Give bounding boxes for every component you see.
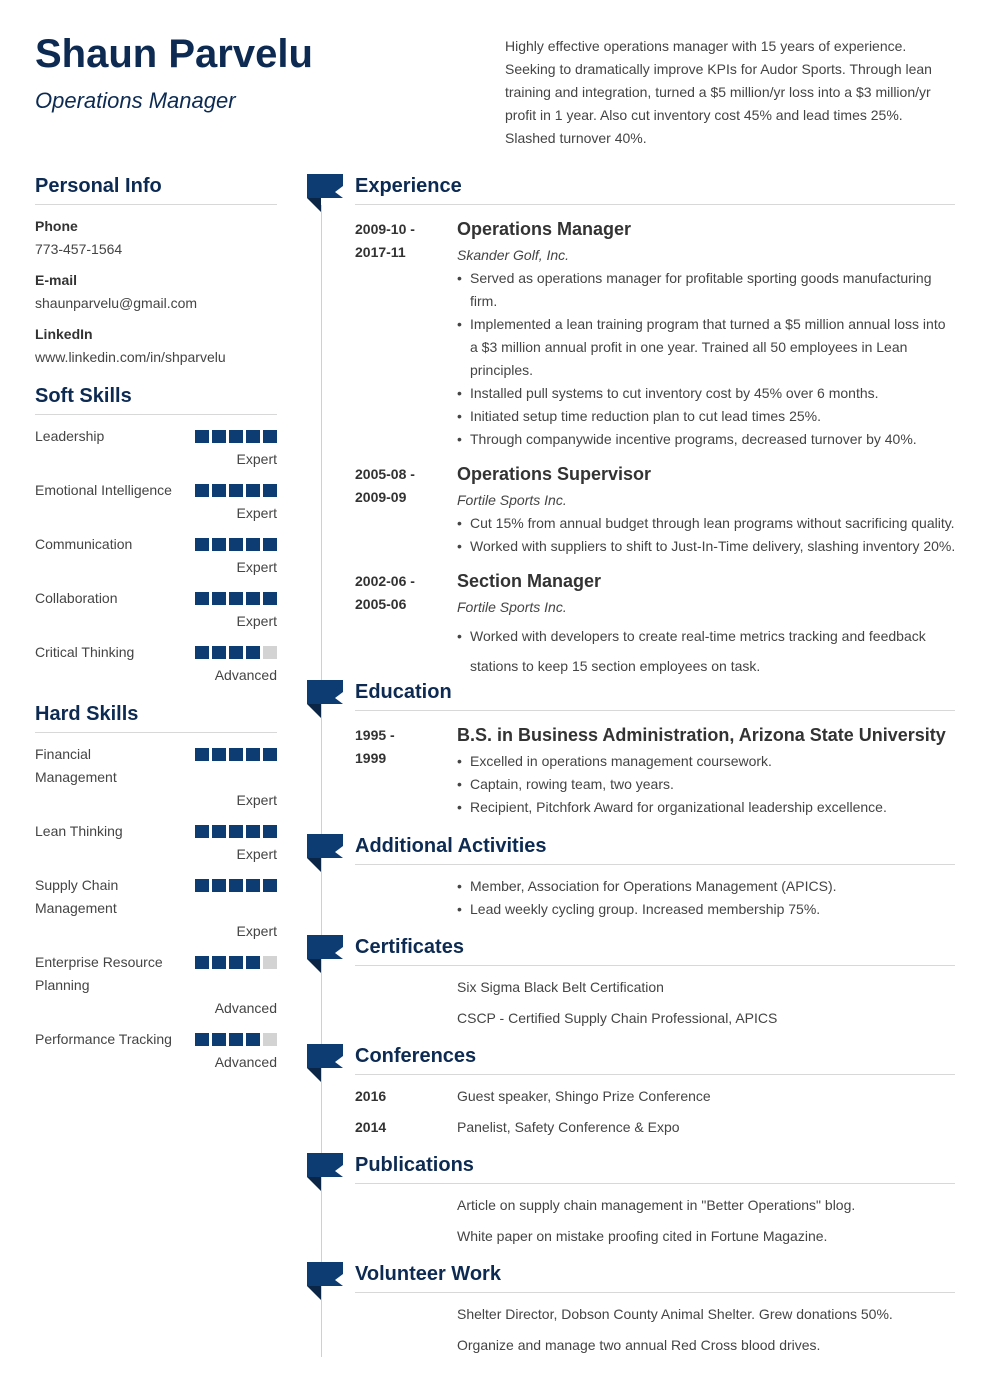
conference-text: Panelist, Safety Conference & Expo [457,1119,680,1135]
skill-name: Performance Tracking [35,1031,172,1047]
rating-square-icon [229,538,243,551]
certificate-item: CSCP - Certified Supply Chain Professional, APICS [457,1010,778,1026]
profile-summary: Highly effective operations manager with 15 years of experience. Seeking to dramatically improve KPIs for Audor Sports. Through lean training and integration, turned a $5 million/yr loss into a $3 million/yr profit in 1 year. Also cut inventory cost 45% and lead times 25%. Slashed turnover 40%. [505,38,932,146]
activities-heading: Additional Activities [355,835,547,857]
company-name: Fortile Sports Inc. [457,492,567,508]
date-end: 2017-11 [355,244,406,260]
rating-square-icon [246,538,260,551]
skill-rating [195,1033,277,1046]
skill-name: Financial Management [35,746,117,785]
rating-square-icon [195,748,209,761]
skill-name: Supply Chain Management [35,877,119,916]
bullet-item: • Installed pull systems to cut inventory cost by 45% over 6 months. [457,382,957,405]
certificates-body [457,976,957,1030]
bullet-item: • Excelled in operations management coursework. [457,750,957,773]
company-name: Fortile Sports Inc. [457,599,567,615]
certificates-heading: Certificates [355,936,464,958]
divider [355,204,955,205]
date-end: 1999 [355,750,387,766]
company-name: Skander Golf, Inc. [457,247,570,263]
rating-square-icon [246,879,260,892]
rating-square-icon [212,825,226,838]
bullet-item: • Member, Association for Operations Management (APICS). [457,875,957,898]
phone-label: Phone [35,218,78,234]
publication-item: Article on supply chain management in "Better Operations" blog. [457,1197,856,1213]
skill-item [35,874,277,943]
volunteer-heading: Volunteer Work [355,1263,501,1285]
bullet-item: • Worked with suppliers to shift to Just-In-Time delivery, slashing inventory 20%. [457,535,962,558]
rating-square-icon [212,748,226,761]
rating-square-icon [229,956,243,969]
bullet-item: • Cut 15% from annual budget through lean programs without sacrificing quality. [457,512,962,535]
date-start: 2002-06 - [355,573,415,589]
job-bullets [457,512,962,558]
skill-level: Expert [236,792,277,808]
date-start: 2009-10 - [355,221,415,237]
skill-name: Lean Thinking [35,823,123,839]
job-dates [355,218,425,264]
rating-square-icon [229,646,243,659]
bullet-item: • Implemented a lean training program that turned a $5 million annual loss into a $3 million annual profit in one year. Trained all 50 employees in Lean principles. [457,313,957,382]
rating-square-icon [263,748,277,761]
publications-body [457,1194,957,1248]
skill-level: Expert [236,923,277,939]
degree-title: B.S. in Business Administration, Arizona State University [457,725,946,745]
rating-square-icon [263,956,277,969]
rating-square-icon [229,1033,243,1046]
rating-square-icon [195,879,209,892]
skill-name: Enterprise Resource Planning [35,954,163,993]
skill-rating [195,879,277,892]
activities-bullets [457,875,957,921]
bullet-item: • Lead weekly cycling group. Increased membership 75%. [457,898,957,921]
skill-level: Expert [236,613,277,629]
section-flag-icon [307,174,343,212]
date-end: 2005-06 [355,596,407,612]
rating-square-icon [263,538,277,551]
rating-square-icon [195,646,209,659]
job-body [457,463,962,558]
personal-info-heading: Personal Info [35,175,277,205]
hard-skills-heading: Hard Skills [35,703,277,733]
rating-square-icon [212,484,226,497]
rating-square-icon [212,956,226,969]
rating-square-icon [195,592,209,605]
skill-item [35,743,277,812]
skill-level: Expert [236,451,277,467]
conference-year: 2014 [355,1119,387,1135]
section-flag-icon [307,1044,343,1082]
soft-skills-list [35,425,277,687]
rating-square-icon [246,956,260,969]
rating-square-icon [263,1033,277,1046]
job-body [457,218,957,451]
rating-square-icon [246,825,260,838]
volunteer-item: Shelter Director, Dobson County Animal Shelter. Grew donations 50%. [457,1306,893,1322]
bullet-item: • Captain, rowing team, two years. [457,773,957,796]
skill-item [35,1028,277,1074]
bullet-item: • Initiated setup time reduction plan to cut lead times 25%. [457,405,957,428]
volunteer-item: Organize and manage two annual Red Cross blood drives. [457,1337,821,1353]
left-column [35,175,277,1082]
section-flag-icon [307,1153,343,1191]
education-bullets [457,750,957,819]
section-flag-icon [307,680,343,718]
rating-square-icon [246,430,260,443]
candidate-name: Shaun Parvelu [35,32,313,76]
job-bullets [457,621,957,681]
soft-skills-heading: Soft Skills [35,385,277,415]
skill-level: Expert [236,505,277,521]
rating-square-icon [195,956,209,969]
rating-square-icon [212,592,226,605]
skill-level: Advanced [214,1000,277,1016]
skill-name: Emotional Intelligence [35,482,172,498]
skill-rating [195,646,277,659]
skill-rating [195,430,277,443]
conference-text: Guest speaker, Shingo Prize Conference [457,1088,711,1104]
job-bullets [457,267,957,451]
rating-square-icon [229,748,243,761]
bullet-item: • Through companywide incentive programs, decreased turnover by 40%. [457,428,957,451]
rating-square-icon [246,748,260,761]
conference-year: 2016 [355,1088,387,1104]
rating-square-icon [212,538,226,551]
bullet-item: • Recipient, Pitchfork Award for organizational leadership excellence. [457,796,957,819]
rating-square-icon [229,484,243,497]
email-label: E-mail [35,272,78,288]
education-body [457,724,957,819]
rating-square-icon [263,592,277,605]
rating-square-icon [229,825,243,838]
job-title-text: Operations Manager [457,219,632,239]
skill-name: Leadership [35,428,105,444]
bullet-item: • Served as operations manager for profitable sporting goods manufacturing firm. [457,267,957,313]
skill-rating [195,538,277,551]
rating-square-icon [212,1033,226,1046]
certificate-item: Six Sigma Black Belt Certification [457,979,664,995]
rating-square-icon [195,538,209,551]
personal-info-section [35,175,277,369]
skill-rating [195,748,277,761]
skill-level: Advanced [214,1054,277,1070]
skill-item [35,533,277,579]
rating-square-icon [229,879,243,892]
education-dates [355,724,425,770]
job-dates [355,570,425,616]
rating-square-icon [212,646,226,659]
section-flag-icon [307,935,343,973]
rating-square-icon [263,825,277,838]
conferences-heading: Conferences [355,1045,477,1067]
job-dates [355,463,425,509]
bullet-item: • Worked with developers to create real-time metrics tracking and feedback stations to keep 15 section employees on task. [457,621,957,681]
rating-square-icon [195,825,209,838]
linkedin-value: www.linkedin.com/in/shparvelu [35,349,226,365]
date-end: 2009-09 [355,489,407,505]
skill-level: Expert [236,846,277,862]
phone-value: 773-457-1564 [35,241,123,257]
activities-body [457,875,957,921]
skill-rating [195,592,277,605]
skill-item [35,587,277,633]
divider [355,710,955,711]
experience-heading: Experience [355,175,462,197]
job-title: Operations Manager [35,88,236,113]
date-start: 2005-08 - [355,466,415,482]
rating-square-icon [263,430,277,443]
rating-square-icon [195,1033,209,1046]
divider [355,965,955,966]
hard-skills-list [35,743,277,1074]
section-flag-icon [307,834,343,872]
hard-skills-section [35,703,277,1074]
skill-item [35,951,277,1020]
rating-square-icon [212,430,226,443]
divider [355,1292,955,1293]
skill-rating [195,484,277,497]
job-title-text: Operations Supervisor [457,464,652,484]
rating-square-icon [263,879,277,892]
volunteer-body [457,1303,957,1357]
rating-square-icon [212,879,226,892]
skill-name: Critical Thinking [35,644,135,660]
divider [355,1074,955,1075]
rating-square-icon [229,592,243,605]
job-title-text: Section Manager [457,571,602,591]
divider [355,1183,955,1184]
date-start: 1995 - [355,727,395,743]
job-body [457,570,957,681]
section-flag-icon [307,1262,343,1300]
skill-item [35,820,277,866]
skill-item [35,641,277,687]
education-heading: Education [355,681,452,703]
rating-square-icon [263,484,277,497]
publication-item: White paper on mistake proofing cited in Fortune Magazine. [457,1228,828,1244]
rating-square-icon [263,646,277,659]
skill-item [35,425,277,471]
linkedin-label: LinkedIn [35,326,93,342]
soft-skills-section [35,385,277,687]
skill-name: Collaboration [35,590,118,606]
divider [355,864,955,865]
publications-heading: Publications [355,1154,474,1176]
rating-square-icon [246,484,260,497]
rating-square-icon [246,1033,260,1046]
rating-square-icon [195,430,209,443]
rating-square-icon [246,646,260,659]
skill-item [35,479,277,525]
skill-name: Communication [35,536,133,552]
skill-rating [195,825,277,838]
skill-level: Advanced [214,667,277,683]
rating-square-icon [195,484,209,497]
rating-square-icon [246,592,260,605]
rating-square-icon [229,430,243,443]
skill-rating [195,956,277,969]
email-value: shaunparvelu@gmail.com [35,295,198,311]
skill-level: Expert [236,559,277,575]
